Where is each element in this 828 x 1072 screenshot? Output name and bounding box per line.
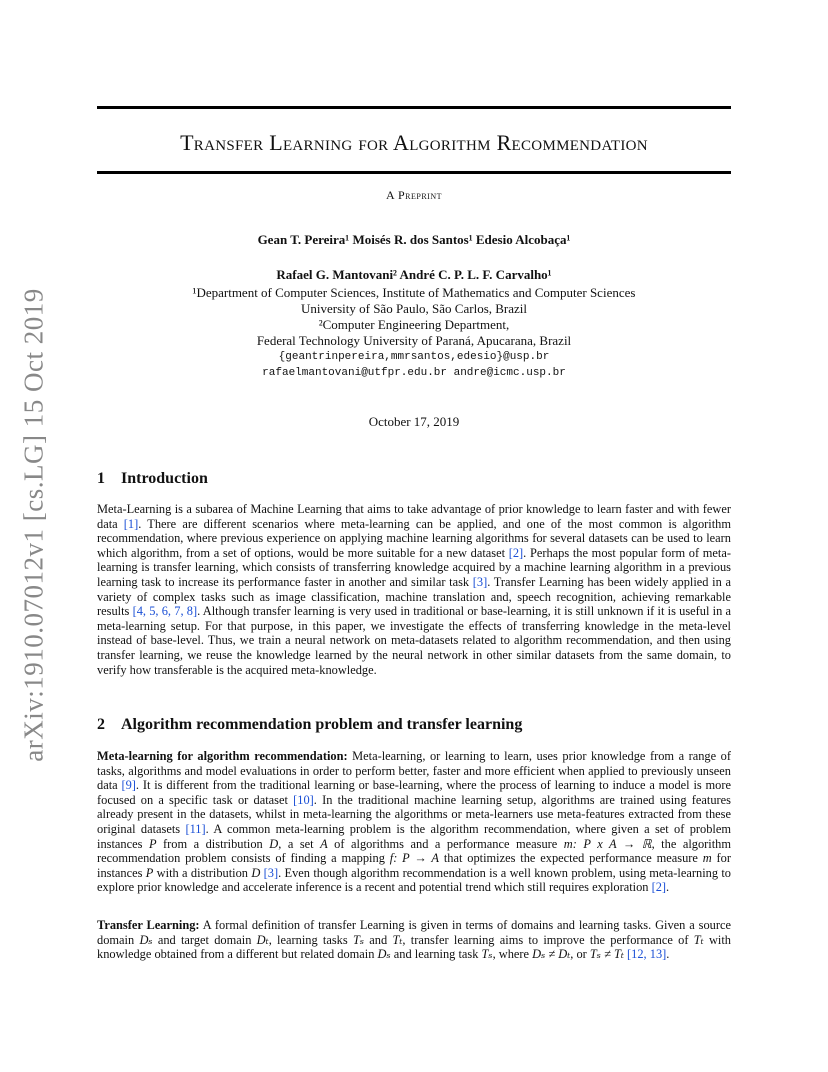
affiliation-1: ¹Department of Computer Sciences, Institute of Mathematics and Computer Sciences (192, 285, 636, 300)
citation-link[interactable]: [3] (263, 865, 279, 880)
author-line-1: Gean T. Pereira¹ Moisés R. dos Santos¹ Edesio Alcobaça¹ (257, 232, 571, 247)
email-line-1: {geantrinpereira,mmrsantos,edesio}@usp.br (278, 351, 550, 363)
citation-link[interactable]: [3] (472, 574, 488, 589)
email-line-2: rafaelmantovani@utfpr.edu.br andre@icmc.usp.br (262, 367, 566, 379)
section-number: 1 (97, 470, 105, 487)
title-top-rule (97, 106, 731, 109)
citation-link[interactable]: [2] (651, 880, 667, 895)
section-title: Algorithm recommendation problem and transfer learning (121, 716, 523, 733)
arxiv-identifier: arXiv:1910.07012v1 [cs.LG] 15 Oct 2019 (18, 288, 49, 762)
citation-link[interactable]: [11] (185, 821, 206, 836)
citation-link[interactable]: [1] (123, 516, 139, 531)
paragraph-lead: Meta-learning for algorithm recommendation: (97, 749, 348, 763)
author-line-2: Rafael G. Mantovani² André C. P. L. F. Carvalho¹ (276, 267, 552, 282)
section-heading-1 (97, 470, 731, 488)
title-bottom-rule (97, 171, 731, 174)
citation-link[interactable]: [10] (293, 792, 314, 807)
transfer-learning-paragraph: Transfer Learning: A formal definition of transfer Learning is given in terms of domains and learning tasks. Given a source domain Dₛ and target domain Dₜ, learning tasks Tₛ and Tₜ, transfer learning aims to improve the performance of Tₜ with knowledge obtained from a different but related domain Dₛ and learning task Tₛ, where Dₛ ≠ Dₜ, or Tₛ ≠ Tₜ [12, 13]. (97, 918, 731, 962)
section-number: 2 (97, 716, 105, 733)
paper-title: Transfer Learning for Algorithm Recommendation (180, 130, 648, 155)
paragraph-lead: Transfer Learning: (97, 918, 200, 932)
affiliation-2: University of São Paulo, São Carlos, Brazil (300, 301, 528, 316)
introduction-paragraph: Meta-Learning is a subarea of Machine Learning that aims to take advantage of prior knowledge to learn faster and with fewer data [1]. There are different scenarios where meta-learning can be applied, and one of the most common is algorithm recommendation, where previous experience on applying machine learning algorithms for several datasets can be used to learn which algorithm, from a set of options, would be more suitable for a new dataset [2]. Perhaps the most popular form of meta-learning is transfer learning, which consists of transferring knowledge acquired by a machine learning algorithm in a previous learning task to increase its performance faster in another and similar task [3]. Transfer Learning has been widely applied in a variety of complex tasks such as image classification, machine translation and, speech recognition, achieving remarkable results [4, 5, 6, 7, 8]. Although transfer learning is very used in traditional or base-learning, it is still unknown if it is useful in a meta-learning setup. For that purpose, in this paper, we investigate the effects of transferring knowledge in the meta-level instead of base-level. Thus, we train a neural network on meta-datasets related to algorithm recommendation, and then using transfer learning, we reuse the knowledge learned by the neural network in other similar datasets from the same domain, to verify how transferable is the acquired meta-knowledge. (97, 502, 731, 677)
paper-date: October 17, 2019 (368, 414, 460, 429)
citation-link[interactable]: [4, 5, 6, 7, 8] (132, 604, 198, 619)
section-title: Introduction (121, 470, 208, 487)
arxiv-sidebar (14, 290, 54, 760)
citation-link[interactable]: [9] (121, 778, 136, 793)
section-heading-2 (97, 716, 731, 734)
affiliation-3: ²Computer Engineering Department, (318, 317, 510, 332)
citation-link[interactable]: [2] (508, 545, 524, 560)
preprint-label: A Preprint (385, 188, 442, 202)
affiliation-4: Federal Technology University of Paraná, Apucarana, Brazil (256, 333, 572, 348)
meta-learning-paragraph: Meta-learning for algorithm recommendation: Meta-learning, or learning to learn, uses prior knowledge from a range of tasks, algorithms and model evaluations in order to perform better, faster and more efficient when applied to previously unseen data [9]. It is different from the traditional learning or base-learning, where the process of learning to induce a model is more focused on a specific task or dataset [10]. In the traditional machine learning setup, algorithms are trained using features already present in the datasets, whilst in meta-learning the algorithms or meta-learners use meta-features extracted from these original datasets [11]. A common meta-learning problem is the algorithm recommendation, where given a set of problem instances P from a distribution D, a set A of algorithms and a performance measure m: P x A → ℝ, the algorithm recommendation problem consists of finding a mapping f: P → A that optimizes the expected performance measure m for instances P with a distribution D [3]. Even though algorithm recommendation is a well known problem, using meta-learning to explore prior knowledge and accelerate inference is a recent and potential trend which still requires exploration [2]. (97, 749, 732, 895)
citation-link[interactable]: [12, 13] (627, 947, 667, 962)
